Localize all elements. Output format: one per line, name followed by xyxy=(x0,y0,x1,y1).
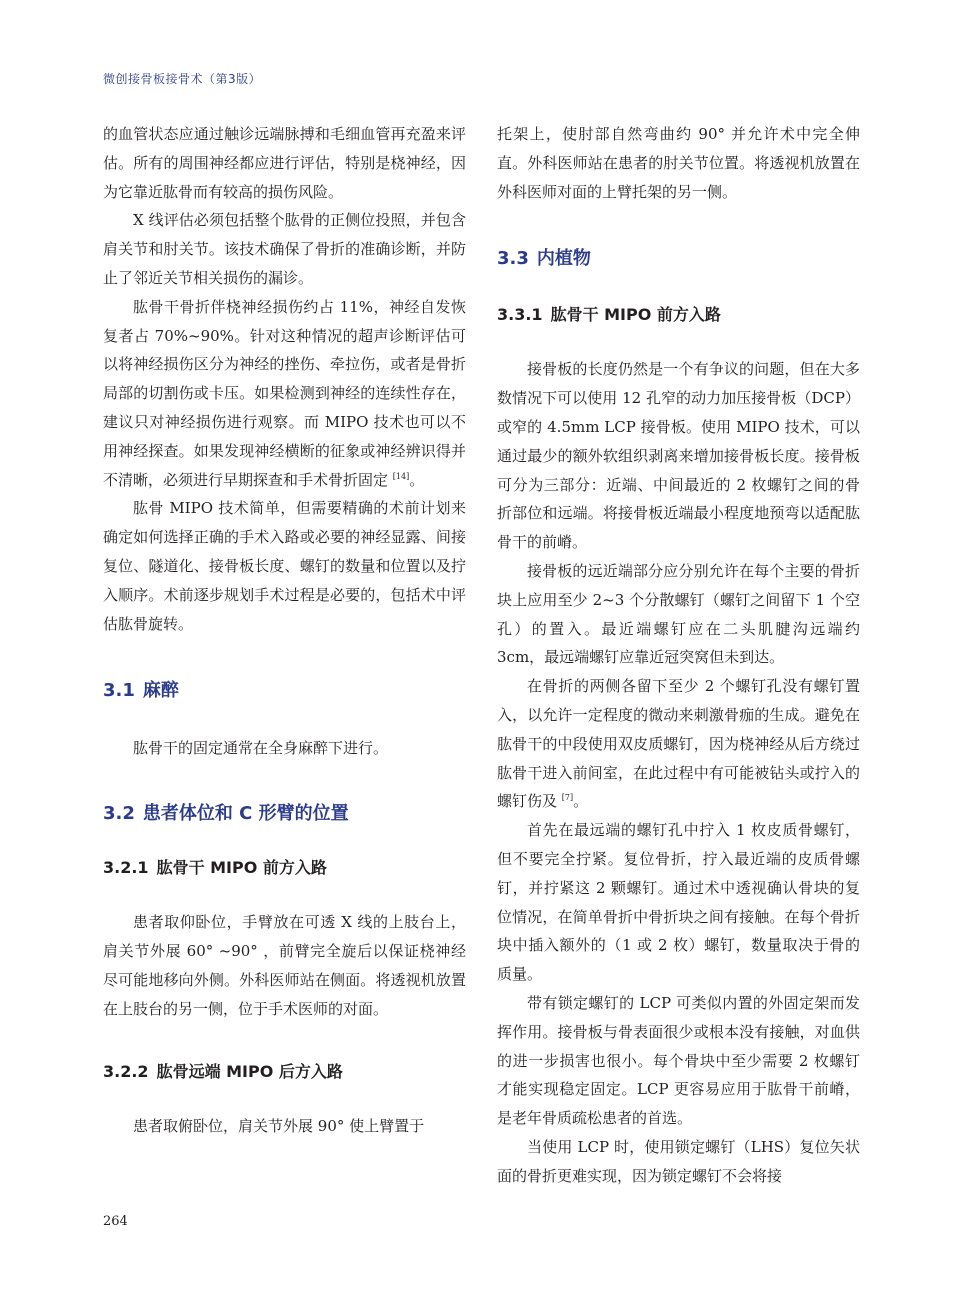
left-paragraph-2: X 线评估必须包括整个肱骨的正侧位投照，并包含肩关节和肘关节。该技术确保了骨折的准确诊断，并防止了邻近关节相关损伤的漏诊。 xyxy=(103,211,466,287)
left-paragraph-5: 肱骨干的固定通常在全身麻醉下进行。 xyxy=(133,739,389,758)
left-paragraph-6: 患者取仰卧位，手臂放在可透 X 线的上肢台上，肩关节外展 60° ~90° ，前臂完全旋后以保证桡神经尽可能地移向外侧。外科医师站在侧面。将透视机放置在上肢台的另一侧，位于手术医师的对面。 xyxy=(103,913,466,1018)
subsection-number: 3.3.1 xyxy=(497,305,543,325)
left-paragraph-1: 的血管状态应通过触诊远端脉搏和毛细血管再充盈来评估。所有的周围神经都应进行评估，特别是桡神经，因为它靠近肱骨而有较高的损伤风险。 xyxy=(103,125,466,201)
left-paragraph-7: 患者取俯卧位，肩关节外展 90° 使上臂置于 xyxy=(133,1117,425,1136)
section-number: 3.1 xyxy=(103,680,135,702)
right-paragraph-5: 首先在最远端的螺钉孔中拧入 1 枚皮质骨螺钉，但不要完全拧紧。复位骨折，拧入最近端的皮质骨螺钉，并拧紧这 2 颗螺钉。通过术中透视确认骨块的复位情况，在简单骨折中骨折块之间有接触。在每个骨折块中插入额外的（1 或 2 枚）螺钉，数量取决于骨的质量。 xyxy=(497,821,860,984)
right-column xyxy=(497,120,860,1191)
left-column xyxy=(103,120,466,1141)
right-paragraph-2: 接骨板的长度仍然是一个有争议的问题，但在大多数情况下可以使用 12 孔窄的动力加压接骨板（DCP）或窄的 4.5mm LCP 接骨板。使用 MIPO 技术，可以通过最少的额外软组织剥离来增加接骨板长度。接骨板可分为三部分：近端、中间最近的 2 枚螺钉之间的骨折部位和远端。将接骨板近端最小程度地预弯以适配肱骨干的前嵴。 xyxy=(497,360,860,552)
right-paragraph-3: 接骨板的远近端部分应分别允许在每个主要的骨折块上应用至少 2~3 个分散螺钉（螺钉之间留下 1 个空孔）的置入。最近端螺钉应在二头肌腱沟远端约 3cm，最远端螺钉应靠近冠突窝但未到达。 xyxy=(497,561,860,667)
section-number: 3.3 xyxy=(497,248,529,270)
subsection-title: 肱骨干 MIPO 前方入路 xyxy=(550,305,721,325)
right-paragraph-4-text: 在骨折的两侧各留下至少 2 个螺钉孔没有螺钉置入，以允许一定程度的微动来刺激骨痂的生成。避免在肱骨干的中段使用双皮质螺钉，因为桡神经从后方绕过肱骨干进入前间室，在此过程中有可能被钻头或拧入的螺钉伤及 xyxy=(497,677,860,811)
right-paragraph-1: 托架上，使肘部自然弯曲约 90° 并允许术中完全伸直。外科医师站在患者的肘关节位置。将透视机放置在外科医师对面的上臂托架的另一侧。 xyxy=(497,125,860,201)
right-paragraph-6: 带有锁定螺钉的 LCP 可类似内置的外固定架而发挥作用。接骨板与骨表面很少或根本没有接触，对血供的进一步损害也很小。每个骨块中至少需要 2 枚螺钉才能实现稳定固定。LCP 更容易应用于肱骨干前嵴，是老年骨质疏松患者的首选。 xyxy=(497,993,860,1128)
subsection-title: 肱骨干 MIPO 前方入路 xyxy=(156,858,327,878)
section-heading-3-2 xyxy=(103,799,466,825)
subsection-heading-3-2-1 xyxy=(103,855,466,878)
section-heading-3-3 xyxy=(497,244,860,270)
right-paragraph-7: 当使用 LCP 时，使用锁定螺钉（LHS）复位矢状面的骨折更难实现，因为锁定螺钉不会将接 xyxy=(497,1137,860,1185)
left-paragraph-3-end: 。 xyxy=(409,470,425,489)
left-paragraph-3 xyxy=(103,293,466,495)
section-title: 麻醉 xyxy=(142,680,179,702)
section-number: 3.2 xyxy=(103,803,135,825)
page-number: 264 xyxy=(103,1214,128,1229)
subsection-heading-3-3-1 xyxy=(497,302,860,325)
right-paragraph-4 xyxy=(497,672,860,816)
right-paragraph-4-end: 。 xyxy=(573,792,589,811)
section-heading-3-1 xyxy=(103,676,466,702)
subsection-number: 3.2.2 xyxy=(103,1062,149,1082)
subsection-title: 肱骨远端 MIPO 后方入路 xyxy=(156,1062,343,1082)
citation-ref[interactable]: [14] xyxy=(392,471,410,481)
section-title: 患者体位和 C 形臂的位置 xyxy=(142,803,349,825)
left-paragraph-3-text: 肱骨干骨折伴桡神经损伤约占 11%，神经自发恢复者占 70%~90%。针对这种情况的超声诊断评估可以将神经损伤区分为神经的挫伤、牵拉伤，或者是骨折局部的切割伤或卡压。如果检测到神经的连续性存在，建议只对神经损伤进行观察。而 MIPO 技术也可以不用神经探查。如果发现神经横断的征象或神经辨识得并不清晰，必须进行早期探查和手术骨折固定 xyxy=(103,297,466,489)
citation-ref[interactable]: [7] xyxy=(561,793,574,803)
subsection-heading-3-2-2 xyxy=(103,1059,466,1082)
left-paragraph-4: 肱骨 MIPO 技术简单，但需要精确的术前计划来确定如何选择正确的手术入路或必要的神经显露、间接复位、隧道化、接骨板长度、螺钉的数量和位置以及拧入顺序。术前逐步规划手术过程是必要的，包括术中评估肱骨旋转。 xyxy=(103,499,466,633)
section-title: 内植物 xyxy=(536,248,591,270)
running-head: 微创接骨板接骨术（第3版） xyxy=(103,72,262,86)
subsection-number: 3.2.1 xyxy=(103,858,149,878)
